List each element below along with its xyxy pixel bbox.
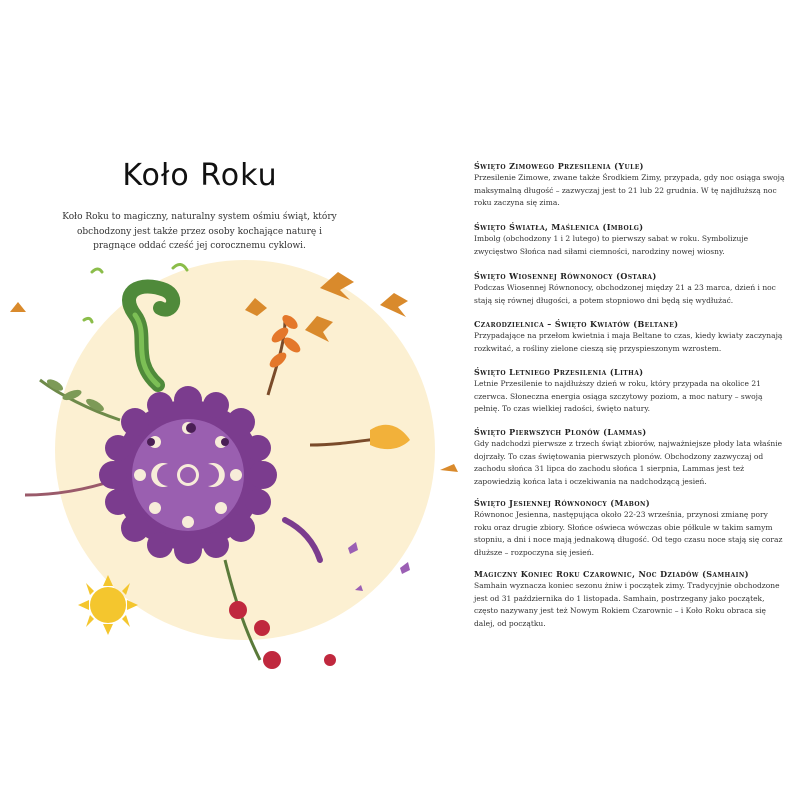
section-heading: Święto Jesiennej Równonocy (Mabon) bbox=[474, 498, 651, 508]
intro-paragraph: Koło Roku to magiczny, naturalny system ośmiu świąt, który obchodzony jest także przez osoby kochające naturę i pragnące oddać cześć jej corocznemu cyklowi. bbox=[62, 212, 337, 251]
sun-icon bbox=[78, 575, 138, 635]
section-body: Samhain wyznacza koniec sezonu żniw i początek zimy. Tradycyjnie obchodzone jest od 31 października do 1 listopada. Samhain, postrzegany jako początek, często nazywany jest też Nowym Rokiem Czarownic – i Koło Roku obraca się dalej, od początku. bbox=[474, 581, 780, 628]
section-heading: Czarodzielnica – Święto Kwiatów (Beltane) bbox=[474, 319, 679, 329]
section-heading: Święto Pierwszych Plonów (Lammas) bbox=[474, 427, 647, 437]
wheel-of-year-icon bbox=[99, 386, 277, 564]
section-imbolg bbox=[474, 221, 786, 258]
wheel-of-year-illustration bbox=[0, 250, 460, 680]
section-heading: Święto Zimowego Przesilenia (Yule) bbox=[474, 161, 644, 171]
section-heading: Święto Wiosennej Równonocy (Ostara) bbox=[474, 271, 657, 281]
section-heading: Święto Światła, Maślenica (Imbolg) bbox=[474, 222, 644, 232]
section-body: Gdy nadchodzi pierwsze z trzech świąt zbiorów, najważniejsze płody lata właśnie dojrzały. To czas świętowania pierwszych plonów. Obchodzony zazwyczaj od zachodu słońca 31 lipca do zachodu słońca 1 sierpnia, Lammas jest też zapowiedzią końca lata i oczekiwania na nadchodzącą jesień. bbox=[474, 439, 783, 486]
section-body: Podczas Wiosennej Równonocy, obchodzonej między 21 a 23 marca, dzień i noc stają się równej długości, a potem stopniowo dni będą się wydłużać. bbox=[474, 283, 776, 305]
section-body: Imbolg (obchodzony 1 i 2 lutego) to pierwszy sabat w roku. Symbolizuje zwycięstwo Słońca nad siłami ciemności, narodziny nowej wiosny. bbox=[474, 234, 749, 256]
section-lammas bbox=[474, 426, 786, 488]
section-samhain bbox=[474, 568, 786, 630]
page-title: Koło Roku bbox=[122, 158, 278, 193]
section-yule bbox=[474, 160, 786, 210]
section-beltane bbox=[474, 318, 786, 355]
section-heading: Magiczny Koniec Roku Czarownic, Noc Dziadów (Samhain) bbox=[474, 569, 749, 579]
section-heading: Święto Letniego Przesilenia (Litha) bbox=[474, 367, 644, 377]
section-body: Przypadające na przełom kwietnia i maja Beltane to czas, kiedy kwiaty zaczynają rozkwitać, a rośliny zielone cieszą się przyspieszonym wzrostem. bbox=[474, 331, 783, 353]
section-body: Letnie Przesilenie to najdłuższy dzień w roku, który przypada na okolice 21 czerwca. Słoneczna energia osiąga szczytowy poziom, a moc natury – swoją pełnię. To czas wielkiej radości, święto natury. bbox=[474, 379, 763, 413]
section-mabon bbox=[474, 497, 786, 559]
section-body: Równonoc Jesienna, następująca około 22-23 września, przynosi zmianę pory roku oraz drugie zbiory. Słońce oświeca wówczas obie półkule w takim samym stopniu, a dni i noce mają jednakową długość. Od tego czasu noce stają się coraz dłuższe – rozpoczyna się jesień. bbox=[474, 510, 783, 557]
section-ostara bbox=[474, 270, 786, 307]
section-body: Przesilenie Zimowe, zwane także Środkiem Zimy, przypada, gdy noc osiąga swoją maksymalną długość – zazwyczaj jest to 21 lub 22 grudnia. W tę najdłuższą noc roku zaczyna się zima. bbox=[474, 173, 785, 207]
section-litha bbox=[474, 366, 786, 416]
right-page bbox=[460, 0, 800, 800]
